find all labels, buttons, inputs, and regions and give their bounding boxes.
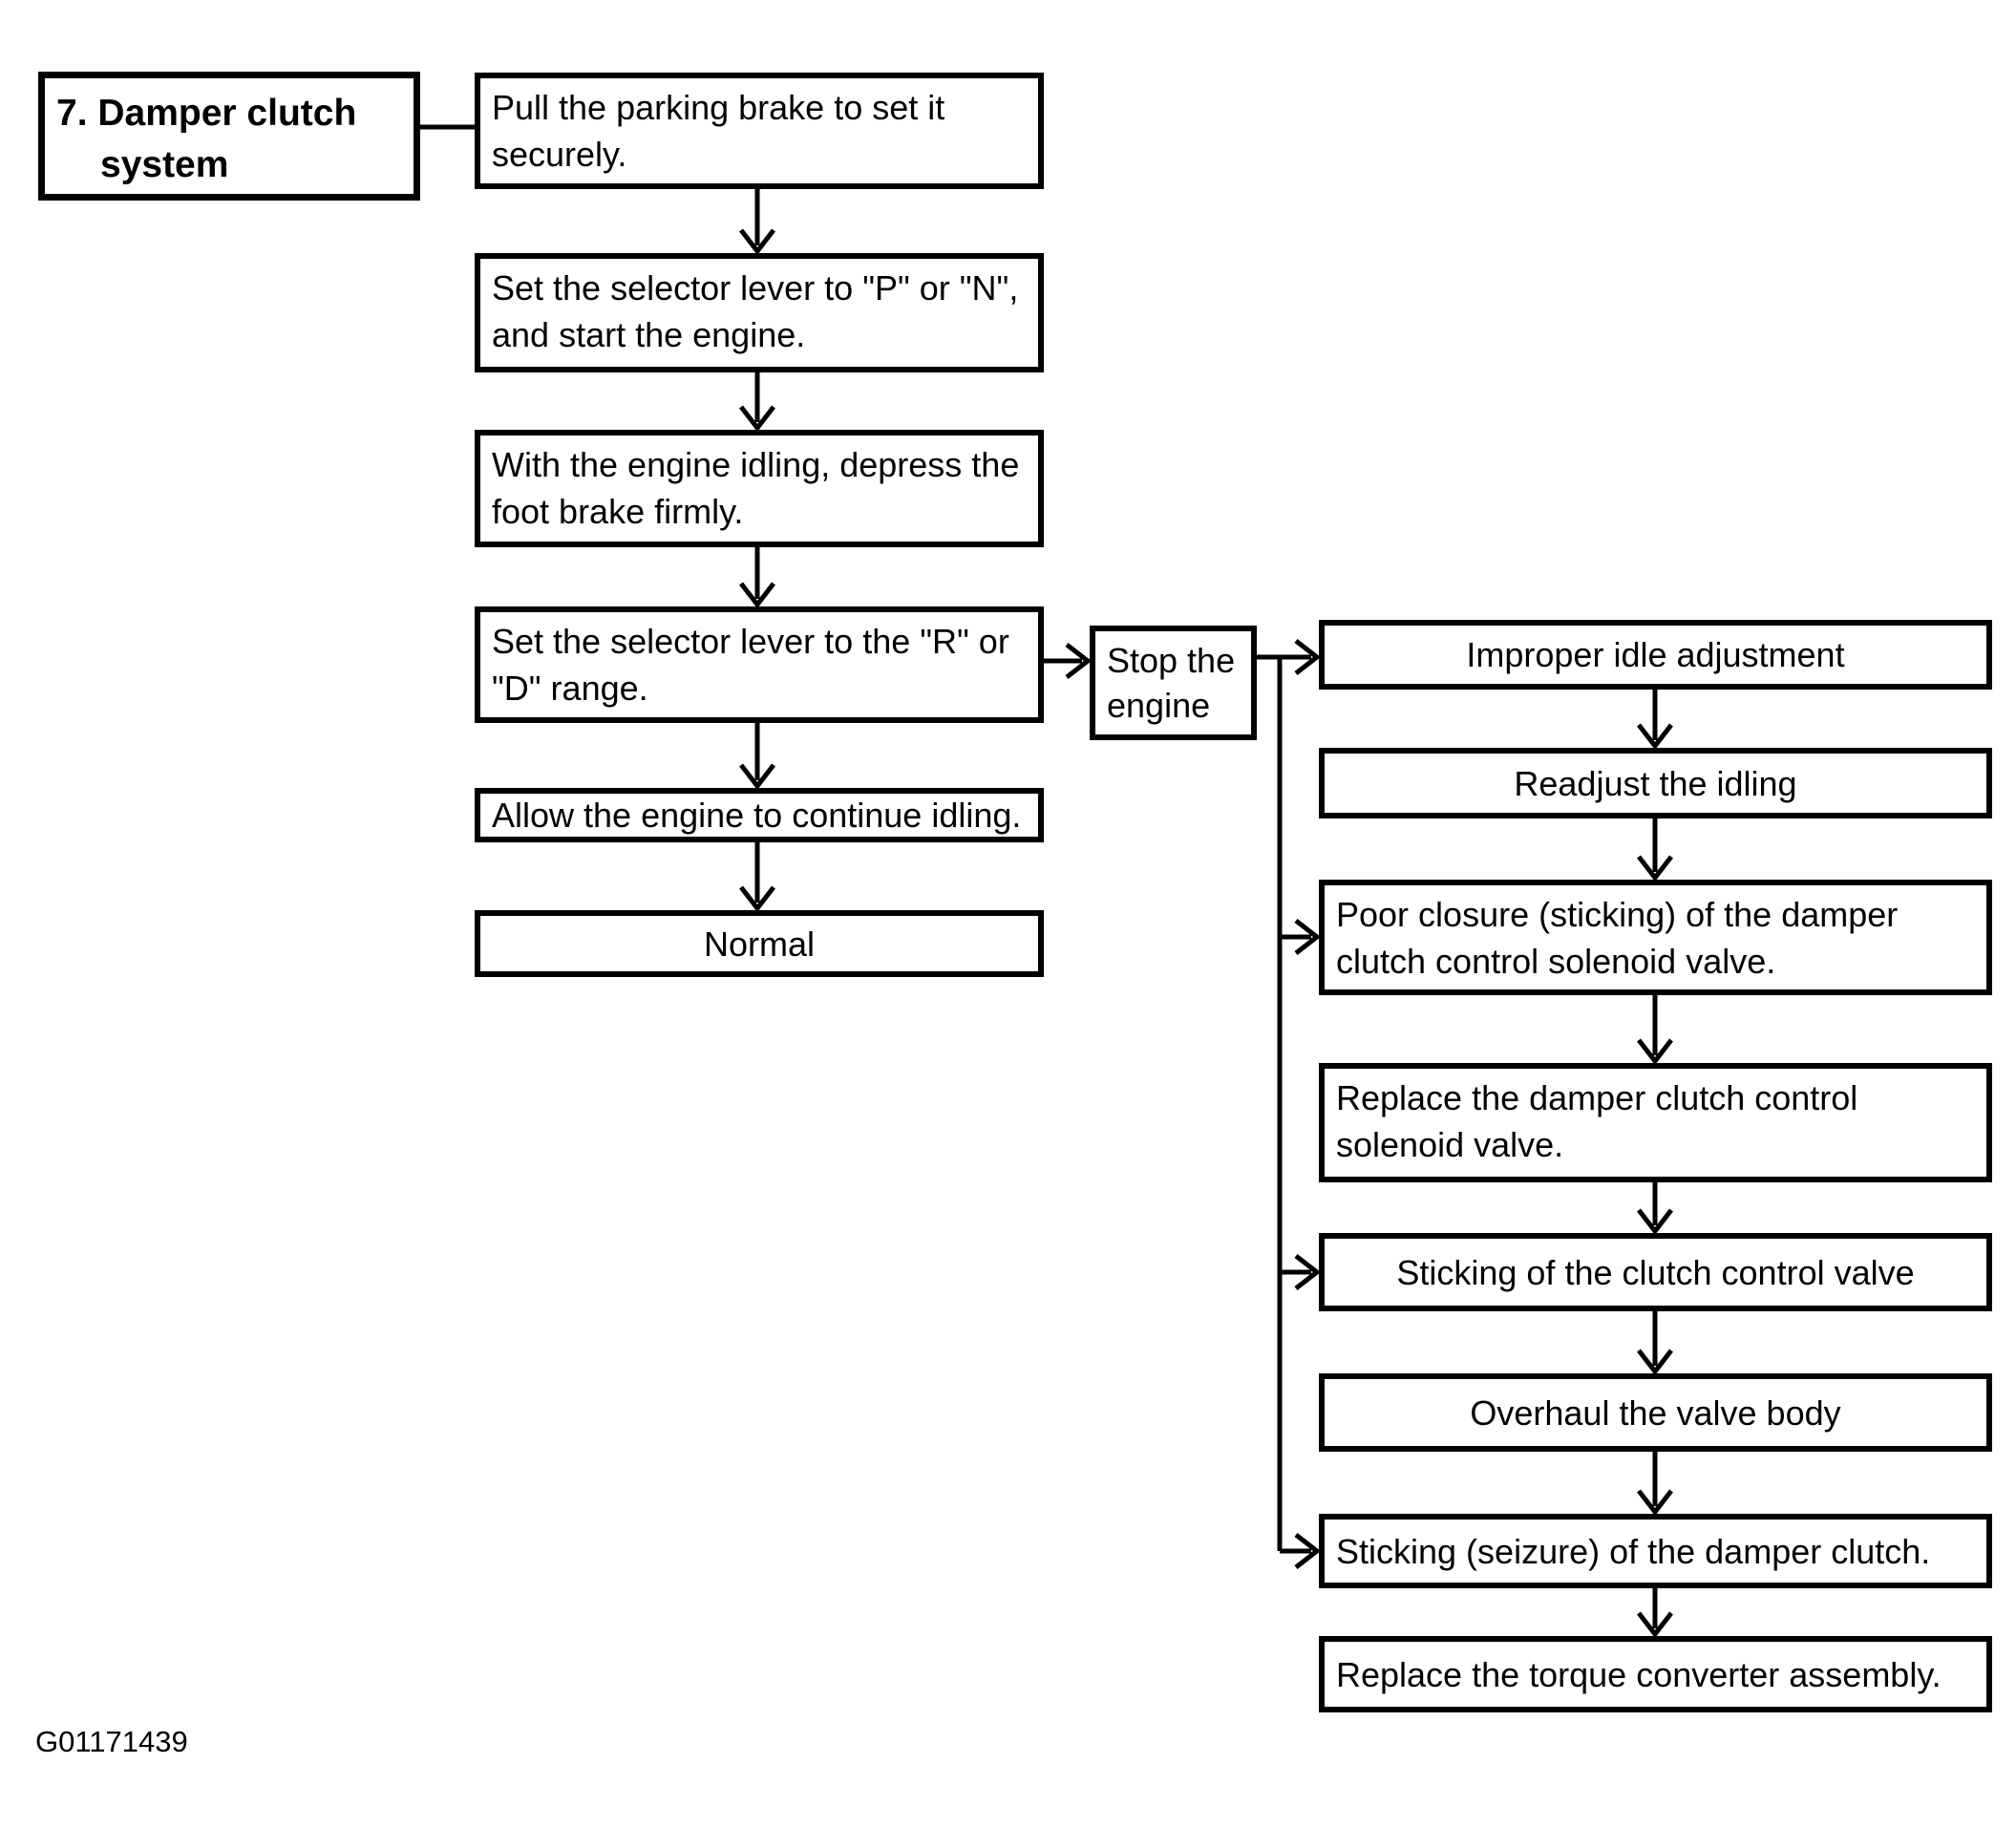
- text-line: Stop the: [1107, 641, 1236, 680]
- step-box-selector-p-n: [475, 253, 1044, 372]
- text-line: system: [100, 144, 229, 185]
- step-box-continue-idling: [475, 788, 1044, 842]
- text-line: Improper idle adjustment: [1466, 635, 1845, 674]
- remedy-box-replace-solenoid-valve: [1319, 1063, 1992, 1182]
- text-line: Poor closure (sticking) of the damper: [1336, 895, 1899, 934]
- remedy-box-overhaul-valve-body: [1319, 1373, 1992, 1452]
- cause-box-clutch-control-valve-sticking: [1319, 1233, 1992, 1311]
- remedy-box-replace-torque-converter: [1319, 1636, 1992, 1712]
- text-line: Pull the parking brake to set it: [492, 88, 945, 127]
- text-line: and start the engine.: [492, 315, 806, 354]
- step-box-selector-r-d: [475, 606, 1044, 723]
- title-box: [38, 72, 420, 201]
- text-line: Overhaul the valve body: [1470, 1392, 1841, 1433]
- text-line: Replace the torque converter assembly.: [1336, 1654, 1942, 1694]
- result-box-normal: [475, 910, 1044, 977]
- text-line: foot brake firmly.: [492, 492, 744, 531]
- text-line: Sticking (seizure) of the damper clutch.: [1336, 1531, 1931, 1571]
- text-line: Normal: [703, 924, 815, 964]
- figure-id-label: G01171439: [35, 1725, 188, 1758]
- text-line: "D" range.: [492, 669, 648, 708]
- text-line: With the engine idling, depress the: [492, 445, 1020, 484]
- text-line: securely.: [492, 135, 627, 174]
- text-line: clutch control solenoid valve.: [1336, 942, 1776, 981]
- stop-engine-box: [1090, 626, 1257, 740]
- cause-box-solenoid-valve-sticking: [1319, 880, 1992, 995]
- text-line: Set the selector lever to "P" or "N",: [492, 268, 1019, 308]
- step-box-engine-idling-brake: [475, 430, 1044, 547]
- text-line: engine: [1107, 686, 1211, 725]
- text-line: Readjust the idling: [1514, 763, 1797, 803]
- cause-box-improper-idle: [1319, 620, 1992, 690]
- text-line: Set the selector lever to the "R" or: [492, 622, 1009, 661]
- text-line: solenoid valve.: [1336, 1125, 1564, 1164]
- text-line: 7. Damper clutch: [56, 93, 357, 134]
- cause-box-damper-clutch-seizure: [1319, 1514, 1992, 1588]
- remedy-box-readjust-idling: [1319, 748, 1992, 818]
- text-line: Allow the engine to continue idling.: [492, 796, 1022, 835]
- step-box-parking-brake: [475, 73, 1044, 189]
- text-line: Replace the damper clutch control: [1336, 1078, 1858, 1117]
- text-line: Sticking of the clutch control valve: [1396, 1252, 1915, 1292]
